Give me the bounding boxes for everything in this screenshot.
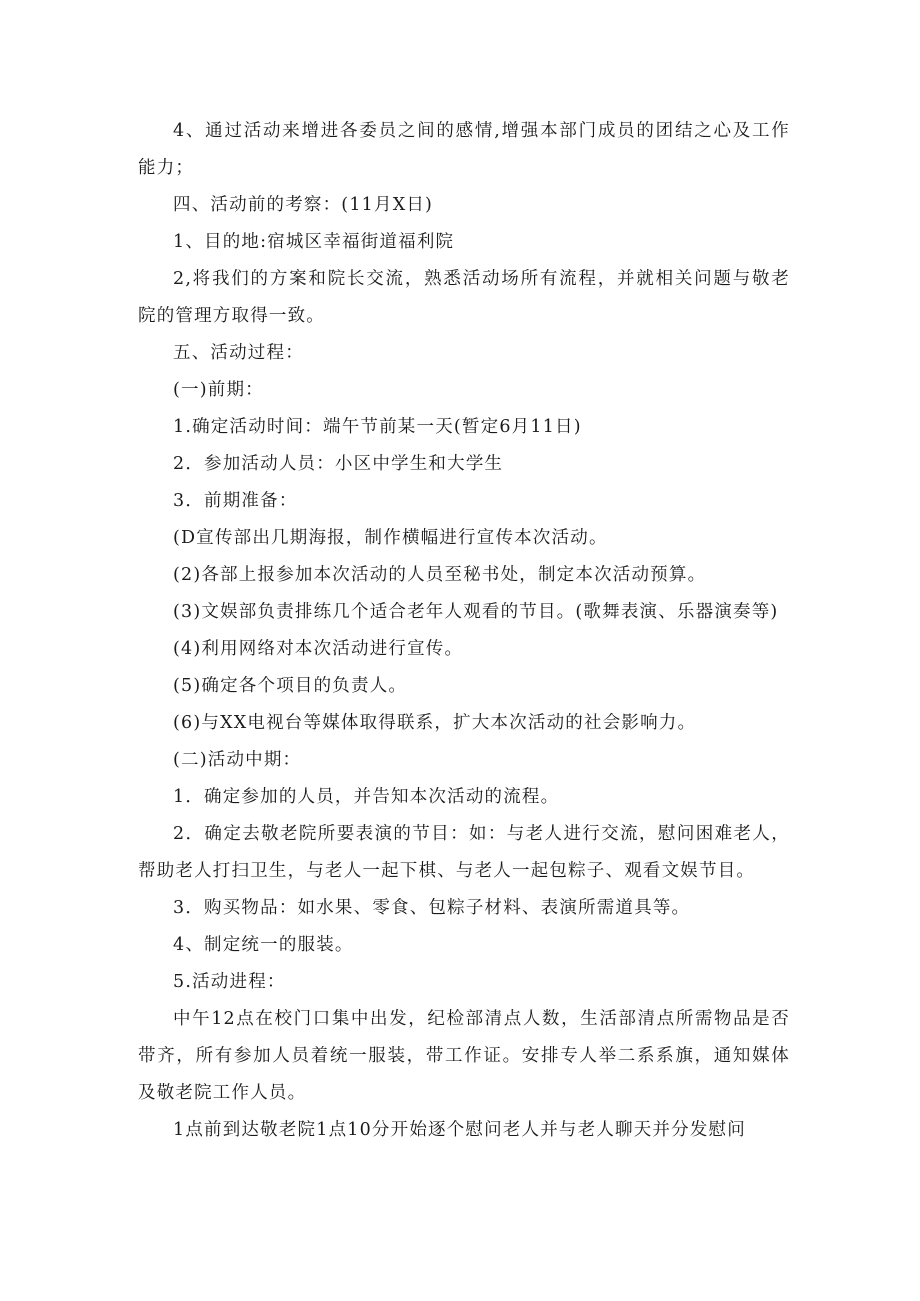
paragraph-activity-time: 1.确定活动时间：端午节前某一天(暂定6月11日) <box>173 417 582 437</box>
paragraph-destination: 1、目的地:宿城区幸福街道福利院 <box>173 232 455 252</box>
paragraph-prep-1: (D宣传部出几期海报，制作横幅进行宣传本次活动。 <box>173 528 608 548</box>
paragraph-prep-2: (2)各部上报参加本次活动的人员至秘书处，制定本次活动预算。 <box>173 565 707 585</box>
heading-mid-stage: (二)活动中期： <box>173 750 302 770</box>
paragraph-mid-2: 2．确定去敬老院所要表演的节目：如：与老人进行交流，慰问困难老人，帮助老人打扫卫生，与老人一起下棋、与老人一起包粽子、观看文娱节目。 <box>138 824 790 881</box>
heading-pre-inspection: 四、活动前的考察：(11月X日) <box>173 195 434 215</box>
document-body <box>138 113 790 1149</box>
paragraph-prep-3: (3)文娱部负责排练几个适合老年人观看的节目。(歌舞表演、乐器演奏等) <box>173 602 779 622</box>
paragraph-prep-4: (4)利用网络对本次活动进行宣传。 <box>173 639 464 659</box>
paragraph-mid-5: 5.活动进程： <box>173 972 286 992</box>
heading-activity-process: 五、活动过程： <box>173 343 304 363</box>
paragraph-participants: 2．参加活动人员：小区中学生和大学生 <box>173 454 504 474</box>
paragraph-mid-3: 3．购买物品：如水果、零食、包粽子材料、表演所需道具等。 <box>173 898 691 918</box>
paragraph-mid-4: 4、制定统一的服装。 <box>173 935 354 955</box>
heading-early-stage: (一)前期： <box>173 380 264 400</box>
paragraph-preparation: 3．前期准备： <box>173 491 298 511</box>
paragraph-prep-6: (6)与XX电视台等媒体取得联系，扩大本次活动的社会影响力。 <box>173 713 697 733</box>
paragraph-mid-1: 1．确定参加的人员，并告知本次活动的流程。 <box>173 787 560 807</box>
paragraph-communicate: 2,将我们的方案和院长交流，熟悉活动场所有流程，并就相关问题与敬老院的管理方取得一致。 <box>138 269 790 326</box>
paragraph-goal-4: 4、通过活动来增进各委员之间的感情,增强本部门成员的团结之心及工作能力； <box>138 121 790 178</box>
paragraph-noon-departure: 中午12点在校门口集中出发，纪检部清点人数，生活部清点所需物品是否带齐，所有参加人员着统一服装，带工作证。安排专人举二系系旗，通知媒体及敬老院工作人员。 <box>138 1009 790 1103</box>
paragraph-arrival: 1点前到达敬老院1点10分开始逐个慰问老人并与老人聊天并分发慰问 <box>173 1120 746 1140</box>
paragraph-prep-5: (5)确定各个项目的负责人。 <box>173 676 408 696</box>
